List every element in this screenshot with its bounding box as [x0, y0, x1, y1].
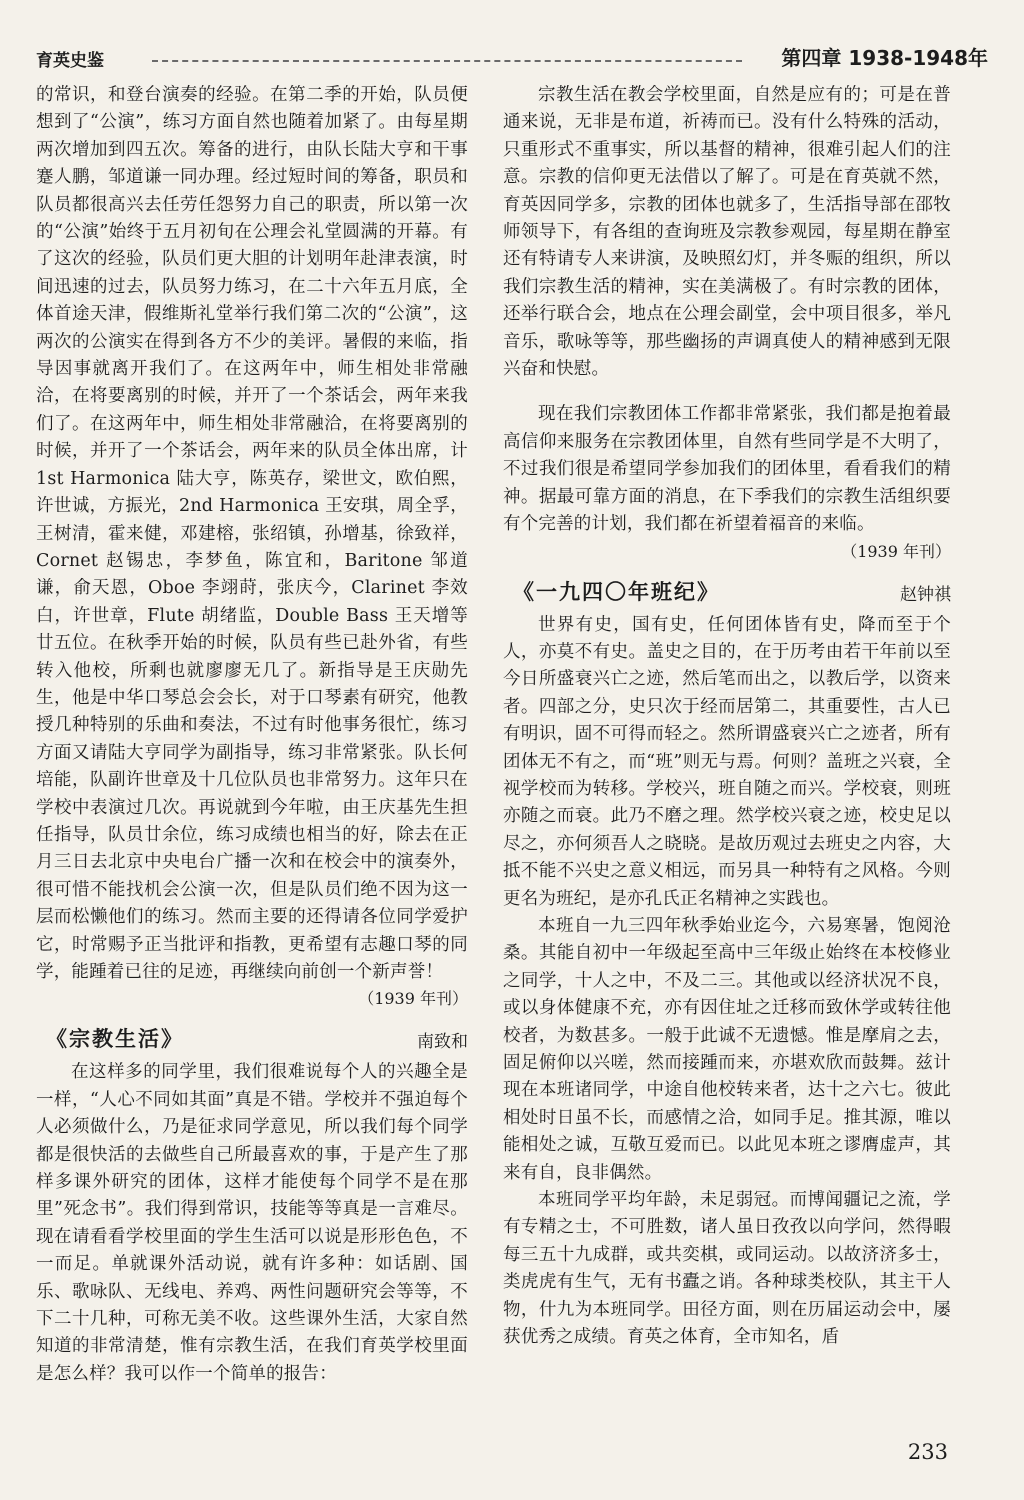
right-column — [503, 82, 951, 1351]
article-header-class-record — [503, 570, 951, 612]
religious-life-paragraph-1: 宗教生活在教会学校里面，自然是应有的；可是在普通来说，无非是布道，祈祷而已。没有什么特殊的活动，只重形式不重事实，所以基督的精神，很难引起人们的注意。宗教的信仰更无法借以了解了。可是在育英就不然，育英因同学多，宗教的团体也就多了，生活指导部在邵牧师领导下，有各组的查询班及宗教参观园，每星期在静室还有特请专人来讲演，及映照幻灯，并冬赈的组织，所以我们宗教生活的精神，实在美满极了。有时宗教的团体，还举行联合会，地点在公理会副堂，会中项目很多，举凡音乐，歌咏等等，那些幽扬的声调真使人的精神感到无限兴奋和快慰。 — [503, 85, 951, 380]
harmonica-article-continued — [36, 82, 468, 1009]
header-divider — [152, 60, 742, 62]
article-title: 《一九四〇年班纪》 — [513, 579, 720, 604]
paragraph-gap — [503, 383, 951, 401]
publication-note: （1939 年刊） — [358, 989, 468, 1009]
religious-life-paragraph-2: 现在我们宗教团体工作都非常紧张，我们都是抱着最高信仰来服务在宗教团体里，自然有些同学是不大明了，不过我们很是希望同学参加我们的团体里，看看我们的精神。据最可靠方面的消息，在下季我们的宗教生活组织要有个完善的计划，我们都在祈望着福音的来临。 — [503, 404, 951, 535]
left-column — [36, 82, 468, 1388]
class-record-paragraph-2: 本班自一九三四年秋季始业迄今，六易寒暑，饱阅沧桑。其能自初中一年级起至高中三年级止始终在本校修业之同学，十人之中，不及二三。其他或以经济状况不良，或以身体健康不充，亦有因住址之迁移而致休学或转往他校者，为数甚多。一般于此诚不无遗憾。惟是摩肩之去，固足俯仰以兴嗟，然而接踵而来，亦堪欢欣而鼓舞。兹计现在本班诸同学，中途自他校转来者，达十之六七。彼此相处时日虽不长，而感情之洽，如同手足。推其源，唯以能相处之诚，互敬互爱而已。以此见本班之谬膺虚声，其来有自，良非偶然。 — [503, 915, 951, 1183]
class-record-paragraph-1: 世界有史，国有史，任何团体皆有史，降而至于个人，亦莫不有史。盖史之目的，在于历考由若干年前以至今日所盛衰兴亡之迹，然后笔而出之，以教后学，以资来者。四部之分，史只次于经而居第二，其重要性，古人已有明识，固不可得而轻之。然所谓盛衰兴亡之迹者，所有团体无不有之，而“班”则无与焉。何则？盖班之兴衰，全视学校而为转移。学校兴，班自随之而兴。学校衰，则班亦随之而衰。此乃不磨之理。然学校兴衰之迹，校史足以尽之，亦何须吾人之晓晓。是故历观过去班史之内容，大抵不能不兴史之意义相远，而另具一种特有之风格。今则更名为班纪，是亦孔氏正名精神之实践也。 — [503, 614, 951, 909]
publication-note: （1939 年刊） — [841, 541, 951, 561]
class-record-paragraph-3: 本班同学平均年龄，未足弱冠。而博闻疆记之流，学有专精之士，不可胜数，诸人虽日孜孜以向学问，然得暇每三五十九成群，或共奕棋，或同运动。以故济济多士，类虎虎有生气，无有书蠹之诮。各种球类校队，其主干人物，什九为本班同学。田径方面，则在历届运动会中，屡获优秀之成绩。育英之体育，全市知名，盾 — [503, 1190, 951, 1348]
book-title: 育英史鉴 — [36, 51, 104, 71]
article-author: 南致和 — [417, 1032, 468, 1053]
continued-paragraph: 的常识，和登台演奏的经验。在第二季的开始，队员便想到了“公演”，练习方面自然也随着加紧了。由每星期两次增加到四五次。筹备的进行，由队长陆大亨和干事蹇人鹏，邹道谦一同办理。经过短时间的筹备，职员和队员都很高兴去任劳任怨努力自己的职责，所以第一次的“公演”始终于五月初旬在公理会礼堂圆满的开幕。有了这次的经验，队员们更大胆的计划明年赴津表演，时间迅速的过去，队员努力练习，在二十六年五月底，全体首途天津，假维斯礼堂举行我们第二次的“公演”，这两次的公演实在得到各方不少的美评。暑假的来临，指导因事就离开我们了。在这两年中，师生相处非常融洽，在将要离别的时候，并开了一个茶话会，两年来我们了。在这两年中，师生相处非常融洽，在将要离别的时候，并开了一个茶话会，两年来的队员全体出席，计1st Harmonica 陆大亨，陈英存，梁世文，欧伯熙，许世诚，方振光，2nd Harmonica 王安琪，周全孚，王树清，霍来健，邓建榕，张绍镇，孙增基，徐致祥，Cornet 赵锡忠，李梦鱼，陈宜和，Baritone 邹道谦，俞天恩，Oboe 李翊莳，张庆今，Clarinet 李效白，许世章，Flute 胡绪监，Double Bass 王天增等廿五位。在秋季开始的时候，队员有些已赴外省，有些转入他校，所剩也就廖廖无几了。新指导是王庆勋先生，他是中华口琴总会会长，对于口琴素有研究，他教授几种特别的乐曲和奏法，不过有时他事务很忙，练习方面又请陆大亨同学为副指导，练习非常紧张。队长何培能，队副许世章及十几位队员也非常努力。这年只在学校中表演过几次。再说就到今年啦，由王庆基先生担任指导，队员廿余位，练习成绩也相当的好，除去在正月三日去北京中央电台广播一次和在校会中的演奏外，很可惜不能找机会公演一次，但是队员们绝不因为这一层而松懒他们的练习。然而主要的还得请各位同学爱护它，时常赐予正当批评和指教，更希望有志趣口琴的同学，能踵着已往的足迹，再继续向前创一个新声誉！ — [36, 85, 468, 982]
running-header — [36, 40, 988, 76]
article-author: 赵钟祺 — [900, 584, 951, 605]
page-number: 233 — [907, 1440, 948, 1464]
article-header-religious-life — [36, 1017, 468, 1059]
chapter-title: 第四章 1938-1948年 — [781, 46, 988, 70]
article-title: 《宗教生活》 — [46, 1027, 184, 1052]
article-paragraph: 在这样多的同学里，我们很难说每个人的兴趣全是一样，“人心不同如其面”真是不错。学校并不强迫每个人必须做什么，乃是征求同学意见，所以我们每个同学都是很快活的去做些自己所最喜欢的事，于是产生了那样多课外研究的团体，这样才能使每个同学不是在那里”死念书”。我们得到常识，技能等等真是一言难尽。现在请看看学校里面的学生生活可以说是形形色色，不一而足。单就课外活动说，就有许多种：如话剧、国乐、歌咏队、无线电、养鸡、两性问题研究会等等，不下二十几种，可称无美不收。这些课外生活，大家自然知道的非常清楚，惟有宗教生活，在我们育英学校里面是怎么样？我可以作一个简单的报告： — [36, 1062, 468, 1384]
